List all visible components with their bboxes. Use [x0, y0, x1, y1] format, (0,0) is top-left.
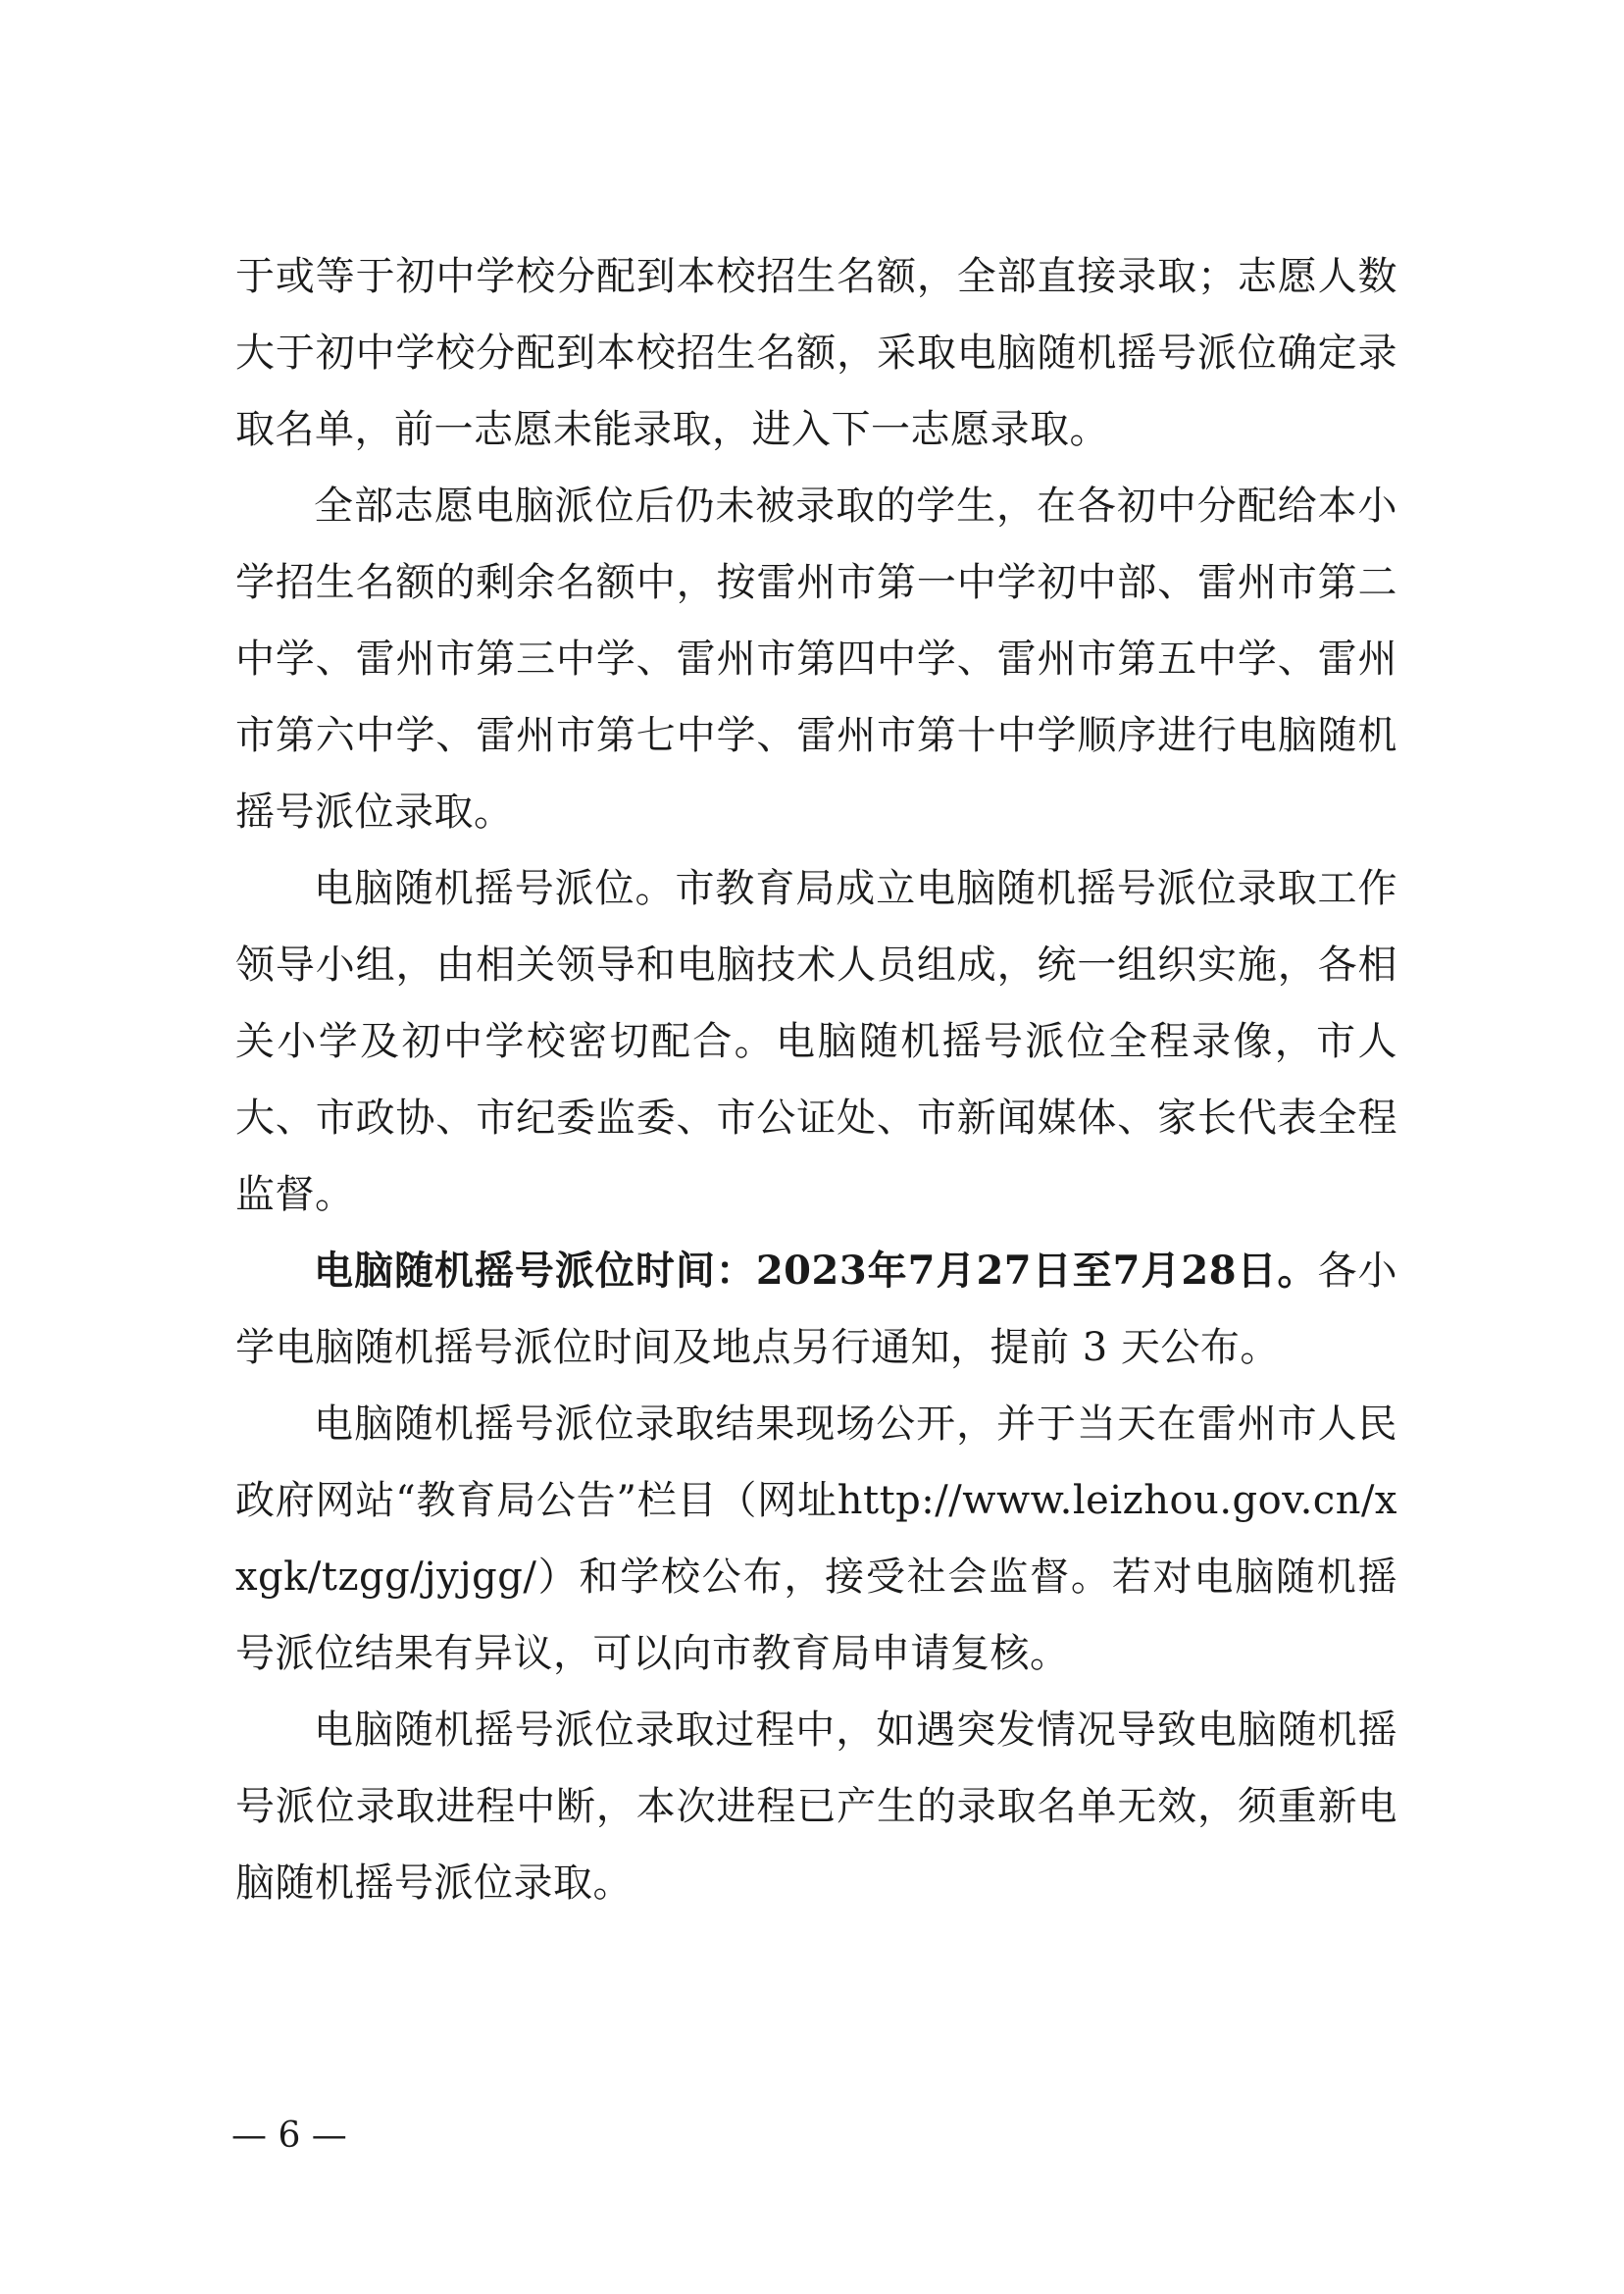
paragraph-text: 电脑随机摇号派位录取结果现场公开，并于当天在雷州市人民政府网站“教育局公告”栏目（网址http://www.leizhou.gov.cn/xxgk/tzgg/jyjgg/）和学校公布，接受社会监督。若对电脑随机摇号派位结果有异议，可以向市教育局申请复核。 [235, 1402, 1397, 1676]
document-body [235, 238, 1397, 1921]
paragraph-admission-rule [235, 238, 1397, 468]
paragraph-lottery-organization [235, 850, 1397, 1233]
lottery-time-heading: 电脑随机摇号派位时间：2023年7月27日至7月28日。 [314, 1248, 1318, 1294]
paragraph-text: 各小学电脑随机摇号派位时间及地点另行通知，提前 3 天公布。 [235, 1249, 1398, 1370]
page-number: — 6 — [231, 2116, 347, 2156]
paragraph-remaining-quota [235, 468, 1397, 850]
paragraph-text: 于或等于初中学校分配到本校招生名额，全部直接录取；志愿人数大于初中学校分配到本校招生名额，采取电脑随机摇号派位确定录取名单，前一志愿未能录取，进入下一志愿录取。 [235, 254, 1397, 452]
paragraph-text: 全部志愿电脑派位后仍未被录取的学生，在各初中分配给本小学招生名额的剩余名额中，按雷州市第一中学初中部、雷州市第二中学、雷州市第三中学、雷州市第四中学、雷州市第五中学、雷州市第六中学、雷州市第七中学、雷州市第十中学顺序进行电脑随机摇号派位录取。 [235, 484, 1397, 835]
paragraph-text: 电脑随机摇号派位。市教育局成立电脑随机摇号派位录取工作领导小组，由相关领导和电脑技术人员组成，统一组织实施，各相关小学及初中学校密切配合。电脑随机摇号派位全程录像，市人大、市政协、市纪委监委、市公证处、市新闻媒体、家长代表全程监督。 [235, 866, 1397, 1217]
paragraph-lottery-time [235, 1233, 1397, 1386]
paragraph-results-publication [235, 1386, 1397, 1692]
paragraph-text: 电脑随机摇号派位录取过程中，如遇突发情况导致电脑随机摇号派位录取进程中断，本次进程已产生的录取名单无效，须重新电脑随机摇号派位录取。 [235, 1708, 1397, 1906]
paragraph-interruption-rule [235, 1692, 1397, 1921]
